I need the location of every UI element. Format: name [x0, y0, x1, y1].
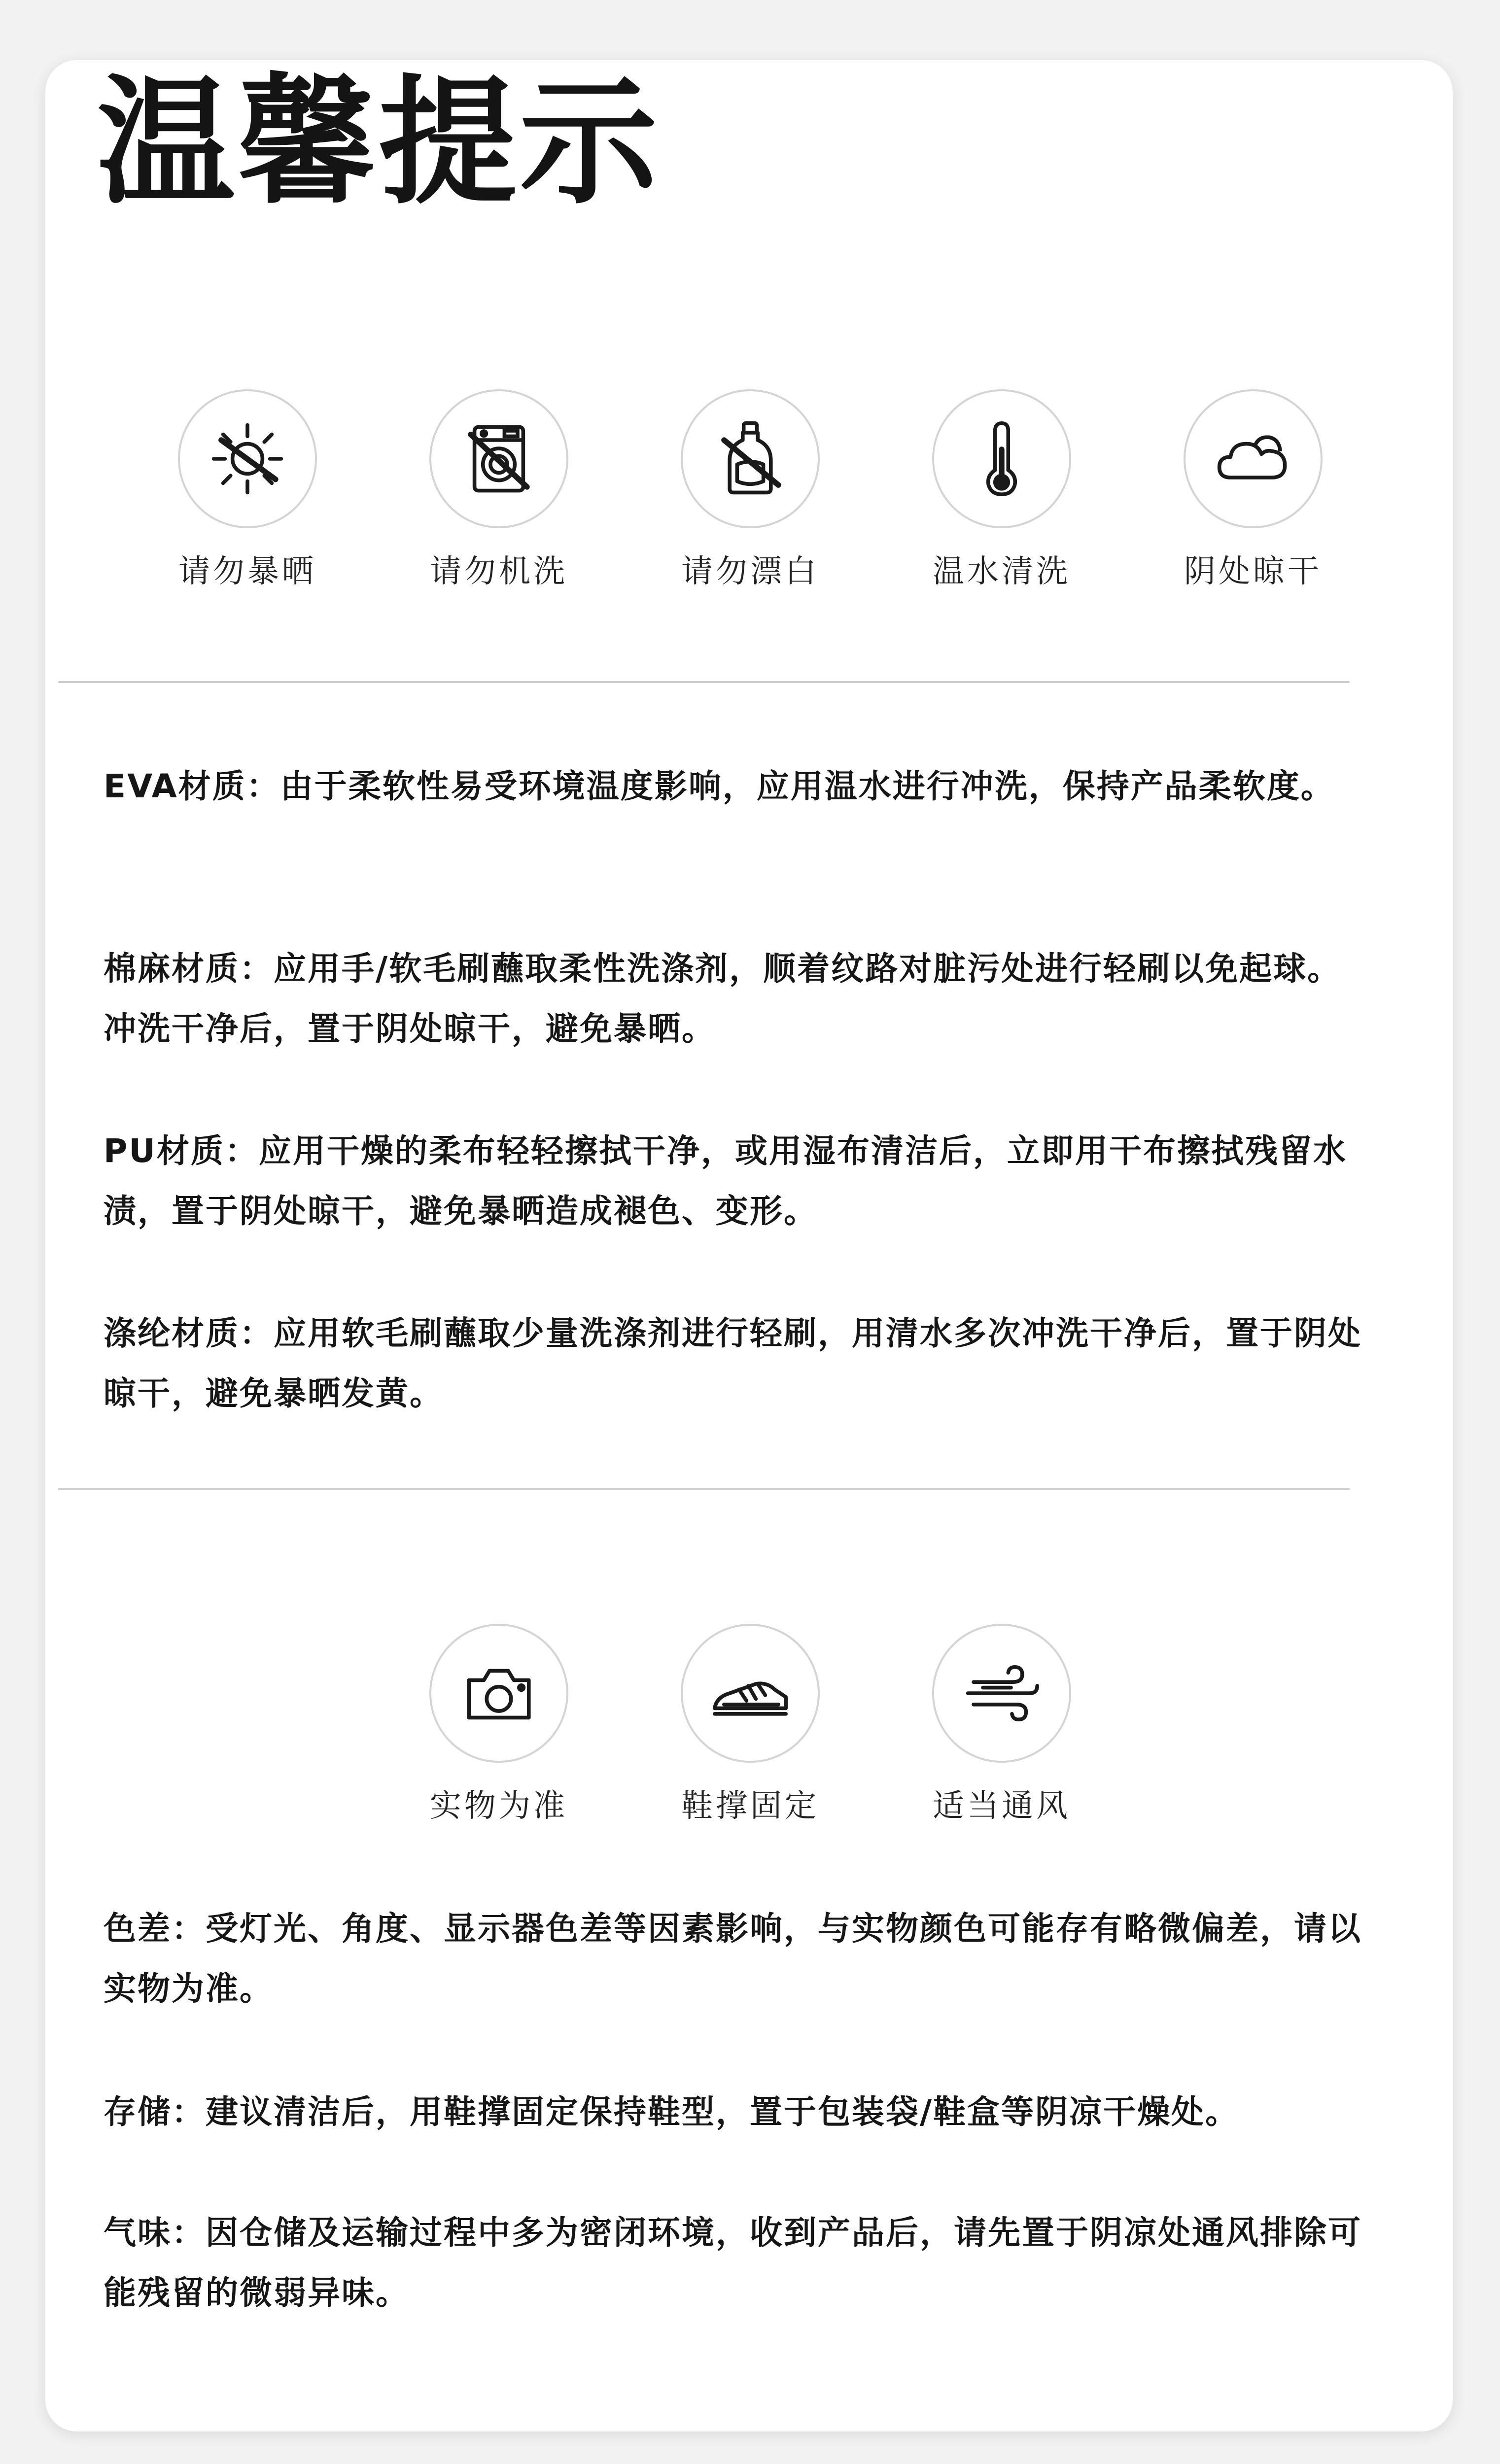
note-storage-text: 建议清洁后，用鞋撑固定保持鞋型，置于包装袋/鞋盒等阴凉干燥处。 — [206, 2093, 1240, 2131]
care-item-no-machine-wash — [410, 389, 588, 591]
divider-bottom — [58, 1488, 1350, 1490]
note-color-difference-text: 受灯光、角度、显示器色差等因素影响，与实物颜色可能存有略微偏差，请以实物为准。 — [104, 1910, 1362, 2008]
tip-item-shoe-tree — [662, 1624, 839, 1826]
material-cotton-linen-label: 棉麻材质： — [104, 950, 274, 988]
care-label-shade-dry: 阴处晾干 — [1184, 553, 1322, 590]
no-machine-wash-icon — [452, 412, 546, 506]
care-item-shade-dry — [1164, 389, 1342, 591]
care-label-no-sun: 请勿暴晒 — [178, 553, 316, 590]
note-color-difference-label: 色差： — [104, 1910, 206, 1948]
care-label-no-bleach: 请勿漂白 — [681, 553, 819, 590]
material-polyester-label: 涤纶材质： — [104, 1314, 274, 1352]
tip-label-actual-product: 实物为准 — [430, 1788, 568, 1824]
material-pu-label: PU材质： — [104, 1132, 259, 1170]
tip-item-actual-product — [410, 1624, 588, 1826]
material-eva-label: EVA材质： — [104, 767, 280, 805]
camera-icon — [452, 1646, 546, 1740]
material-pu — [104, 1121, 1365, 1241]
material-polyester — [104, 1303, 1365, 1424]
material-polyester-text: 应用软毛刷蘸取少量洗涤剂进行轻刷，用清水多次冲洗干净后，置于阴处晾干，避免暴晒发黄。 — [104, 1314, 1362, 1412]
note-storage — [104, 2082, 1365, 2142]
material-eva — [104, 756, 1365, 817]
care-item-no-sun — [159, 389, 336, 591]
thermometer-icon — [955, 412, 1048, 506]
wind-icon — [955, 1646, 1048, 1740]
page-title: 温馨提示 — [97, 63, 661, 223]
note-color-difference — [104, 1899, 1365, 2019]
care-item-no-bleach — [662, 389, 839, 591]
material-pu-text: 应用干燥的柔布轻轻擦拭干净，或用湿布清洁后，立即用干布擦拭残留水渍，置于阴处晾干，避免暴晒造成褪色、变形。 — [104, 1132, 1347, 1230]
material-cotton-linen — [104, 939, 1365, 1059]
tip-label-ventilate: 适当通风 — [933, 1788, 1071, 1824]
note-odor-text: 因仓储及运输过程中多为密闭环境，收到产品后，请先置于阴凉处通风排除可能残留的微弱异味。 — [104, 2214, 1362, 2312]
no-bleach-icon — [703, 412, 797, 506]
care-label-warm-wash: 温水清洗 — [933, 553, 1071, 590]
shoe-tree-icon — [703, 1646, 797, 1740]
cloud-icon — [1206, 412, 1300, 506]
no-sun-icon — [201, 412, 294, 506]
note-odor-label: 气味： — [104, 2214, 206, 2252]
tip-label-shoe-tree: 鞋撑固定 — [681, 1788, 819, 1824]
divider-top — [58, 681, 1350, 683]
care-label-no-machine-wash: 请勿机洗 — [430, 553, 568, 590]
material-cotton-linen-text: 应用手/软毛刷蘸取柔性洗涤剂，顺着纹路对脏污处进行轻刷以免起球。冲洗干净后，置于阴处晾干，避免暴晒。 — [104, 950, 1342, 1048]
note-storage-label: 存储： — [104, 2093, 206, 2131]
tip-item-ventilate — [913, 1624, 1090, 1826]
note-odor — [104, 2203, 1365, 2323]
material-eva-text: 由于柔软性易受环境温度影响，应用温水进行冲洗，保持产品柔软度。 — [280, 767, 1335, 805]
care-item-warm-wash — [913, 389, 1090, 591]
